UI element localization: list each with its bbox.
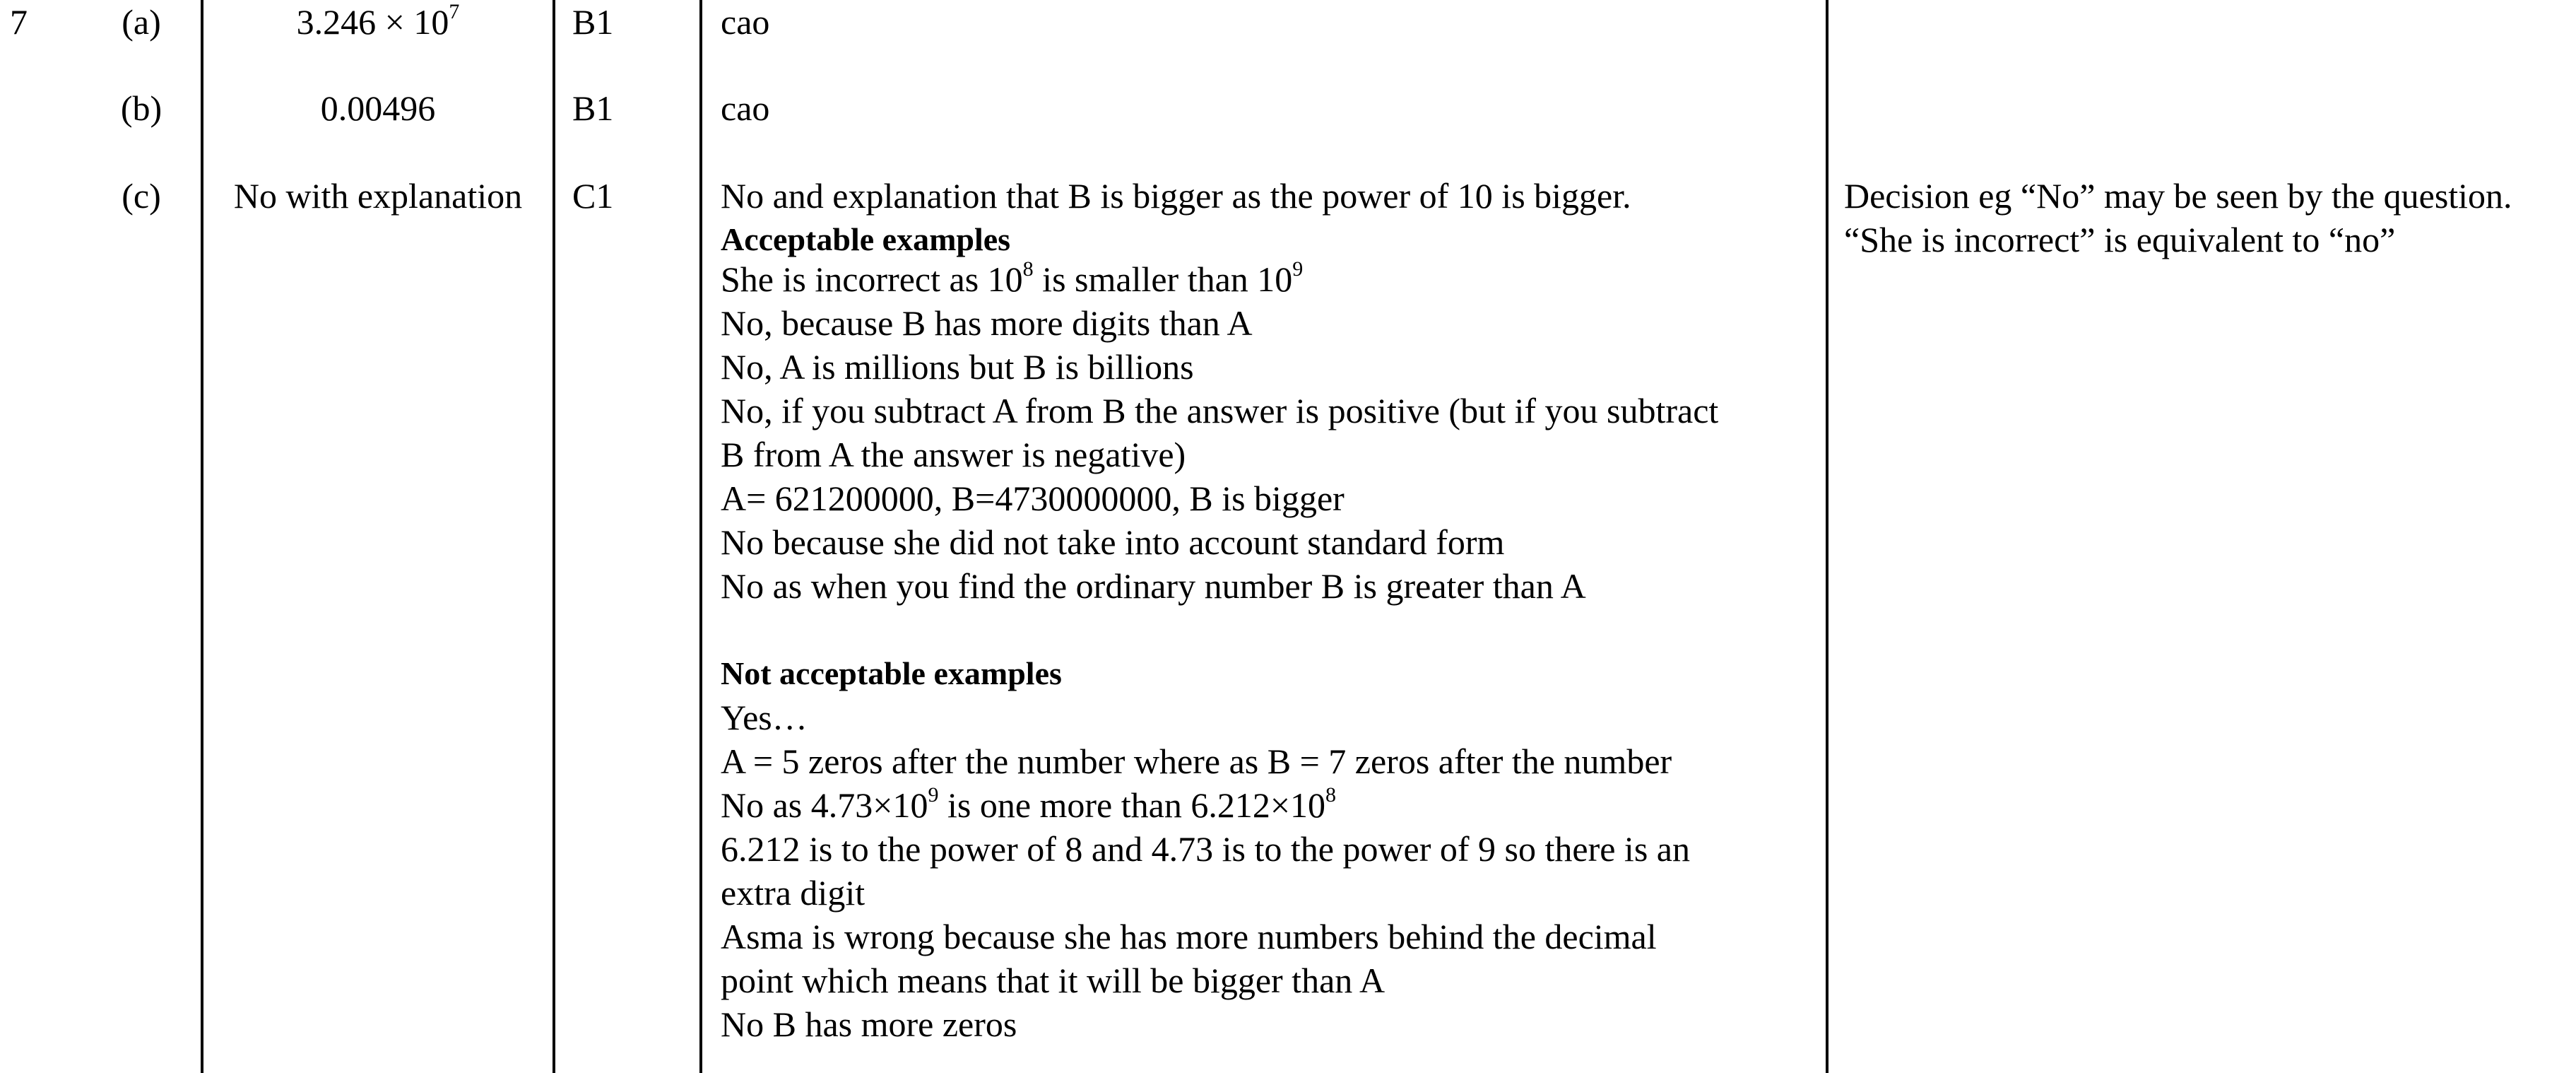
not-acceptable-examples-heading: Not acceptable examples xyxy=(721,655,1062,691)
part-c-answer: No with explanation xyxy=(233,176,523,216)
part-c-guidance-main: No and explanation that B is bigger as the power of 10 is bigger. xyxy=(721,176,1631,216)
part-a-mark: B1 xyxy=(572,2,614,42)
not-acceptable-example-6: No B has more zeros xyxy=(721,1004,1017,1044)
not-acceptable-example-1: Yes… xyxy=(721,698,808,737)
part-a-answer-exponent: 7 xyxy=(449,0,460,23)
part-b-guidance: cao xyxy=(721,88,770,128)
not-acceptable-example-3-exp-2: 8 xyxy=(1325,783,1337,807)
not-acceptable-example-3 xyxy=(721,783,1336,827)
not-acceptable-example-3-part-a: No as 4.73×10 xyxy=(721,785,928,825)
part-b-label: (b) xyxy=(120,88,163,128)
not-acceptable-example-2: A = 5 zeros after the number where as B = 7 zeros after the number xyxy=(721,741,1672,781)
acceptable-example-4-cont: B from A the answer is negative) xyxy=(721,435,1186,474)
part-b-answer: 0.00496 xyxy=(320,88,436,128)
part-a-answer-base: 3.246 × 10 xyxy=(296,2,449,42)
acceptable-example-5: A= 621200000, B=4730000000, B is bigger xyxy=(721,479,1345,518)
acceptable-example-1-exp-2: 9 xyxy=(1292,257,1304,281)
column-divider-answer xyxy=(201,0,203,1073)
acceptable-example-6: No because she did not take into account standard form xyxy=(721,522,1505,562)
part-c-mark: C1 xyxy=(572,176,614,216)
part-c-label: (c) xyxy=(122,176,161,216)
acceptable-example-1-part-a: She is incorrect as 10 xyxy=(721,259,1023,299)
acceptable-example-1-part-b: is smaller than 10 xyxy=(1033,259,1293,299)
not-acceptable-example-4-cont: extra digit xyxy=(721,873,865,913)
column-divider-additional xyxy=(1826,0,1828,1073)
acceptable-examples-heading: Acceptable examples xyxy=(721,221,1011,257)
part-a-guidance: cao xyxy=(721,2,770,42)
acceptable-example-1-exp-1: 8 xyxy=(1022,257,1034,281)
not-acceptable-example-5: Asma is wrong because she has more numbers behind the decimal xyxy=(721,917,1657,956)
part-a-label: (a) xyxy=(122,2,161,42)
part-b-mark: B1 xyxy=(572,88,614,128)
column-divider-mark xyxy=(553,0,555,1073)
acceptable-example-4: No, if you subtract A from B the answer is positive (but if you subtract xyxy=(721,391,1719,430)
question-number: 7 xyxy=(10,2,28,42)
not-acceptable-example-4: 6.212 is to the power of 8 and 4.73 is to the power of 9 so there is an xyxy=(721,829,1690,869)
column-divider-guidance xyxy=(699,0,702,1073)
not-acceptable-example-5-cont: point which means that it will be bigger than A xyxy=(721,961,1386,1000)
acceptable-example-1 xyxy=(721,257,1303,301)
acceptable-example-2: No, because B has more digits than A xyxy=(721,303,1253,343)
acceptable-example-7: No as when you find the ordinary number B is greater than A xyxy=(721,566,1586,606)
part-a-answer xyxy=(205,0,551,44)
additional-guidance-line-2: “She is incorrect” is equivalent to “no” xyxy=(1844,220,2396,259)
acceptable-example-3: No, A is millions but B is billions xyxy=(721,347,1194,387)
not-acceptable-example-3-part-b: is one more than 6.212×10 xyxy=(938,785,1326,825)
additional-guidance-line-1: Decision eg “No” may be seen by the question. xyxy=(1844,176,2512,216)
not-acceptable-example-3-exp-1: 9 xyxy=(928,783,939,807)
